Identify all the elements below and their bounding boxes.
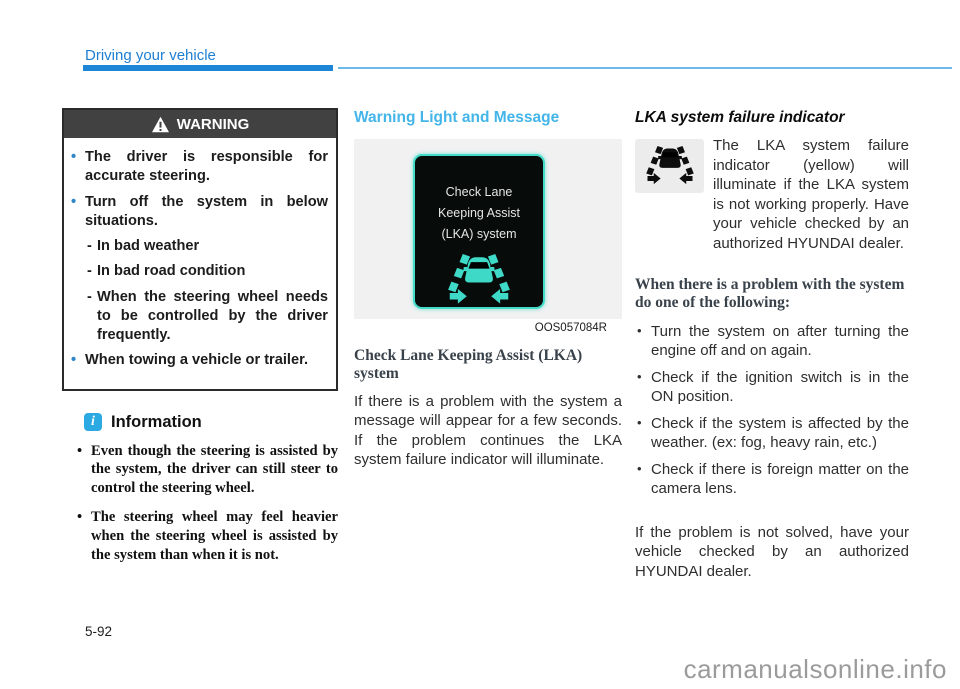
header-rule-thick [83,65,333,71]
breadcrumb: Driving your vehicle [85,47,216,64]
closing-paragraph: If the problem is not solved, have your vehicle checked by an authorized HYUNDAI dealer. [635,523,909,580]
body-paragraph: If there is a problem with the system a message will appear for a few seconds. If the problem continues the LKA system failure indicator will illuminate. [354,392,622,469]
cluster-message-line: (LKA) system [441,227,517,241]
heading-lka-failure-indicator: LKA system failure indicator [635,109,845,126]
warning-box [62,108,338,391]
cluster-display-figure [354,139,622,334]
subheading-check-lka: Check Lane Keeping Assist (LKA) system [354,347,583,383]
header-rule-thin [338,67,952,69]
content-columns [62,108,909,581]
step-item: • Turn the system on after turning the engine off and on again. [635,322,909,361]
left-column [62,108,338,581]
middle-column [354,108,622,581]
section-heading-warning-light: Warning Light and Message [354,109,560,126]
warning-triangle-icon [151,116,170,133]
warning-title: WARNING [176,116,250,133]
lka-failure-indicator-icon [635,139,704,193]
page-number: 5-92 [85,624,113,639]
cluster-message-line: Keeping Assist [438,206,520,220]
indicator-paragraph: The LKA system failure indicator (yellow) will illuminate if the LKA system is not working properly. Have your vehicle checked by an authorized HYUNDAI dealer. [713,137,909,252]
subheading-problem-steps: When there is a problem with the system do one of the following: [635,276,905,312]
warning-box-body [64,138,336,389]
cluster-screen [413,154,545,309]
right-column [635,108,909,581]
cluster-message-line: Check Lane [445,185,513,199]
information-header [84,413,338,432]
warning-item [68,193,328,346]
watermark: carmanualsonline.info [683,654,947,684]
cluster-panel [354,139,622,319]
warning-subitem: - In bad weather [85,237,328,256]
figure-caption: OOS057084R [534,322,607,334]
warning-item-text: Turn off the system in below situations. [85,193,328,229]
information-title: Information [111,412,202,431]
information-item: • The steering wheel may feel heavier when the steering wheel is assisted by the system than when it is not. [76,508,338,565]
indicator-block [635,136,909,253]
warning-subitem: - When the steering wheel needs to be controlled by the driver frequently. [85,288,328,346]
warning-subitem: - In bad road condition [85,262,328,281]
warning-item: • The driver is responsible for accurate steering. [68,148,328,187]
lka-lane-keeping-icon [440,253,518,307]
information-icon: i [84,413,102,431]
warning-box-header [64,110,336,138]
information-section [62,413,338,566]
information-item: • Even though the steering is assisted by the system, the driver can still steer to control the steering wheel. [76,442,338,499]
step-item: • Check if the system is affected by the weather. (ex: fog, heavy rain, etc.) [635,414,909,453]
step-item: • Check if the ignition switch is in the ON position. [635,368,909,407]
step-item: • Check if there is foreign matter on the camera lens. [635,460,909,499]
warning-item: • When towing a vehicle or trailer. [68,351,328,370]
